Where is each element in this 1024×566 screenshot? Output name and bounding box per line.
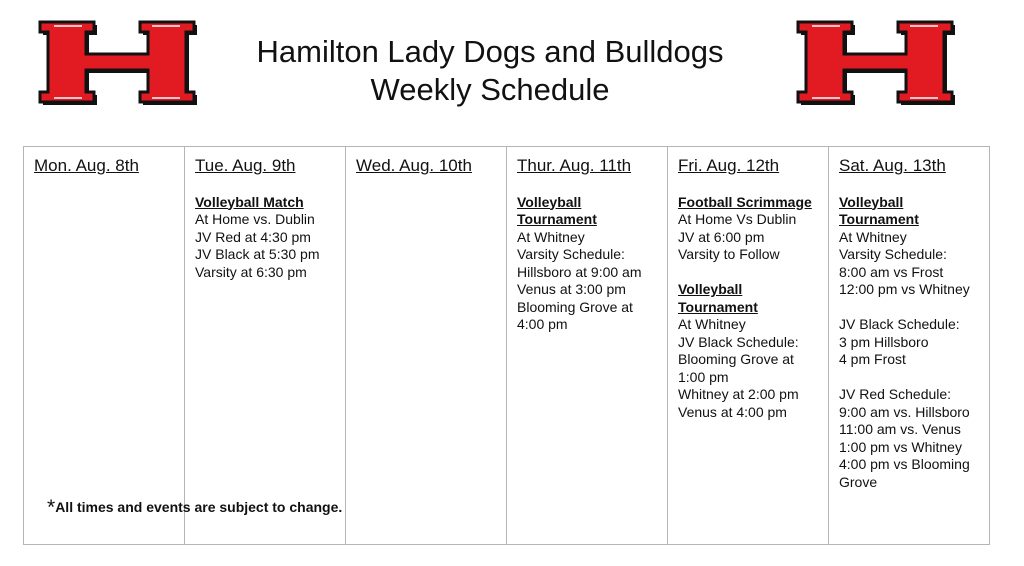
event-detail-line: JV Black Schedule: (839, 316, 960, 332)
event-detail-line: Whitney at 2:00 pm (678, 386, 799, 402)
day-column (24, 147, 185, 544)
day-column (507, 147, 668, 544)
event-title: Volleyball Tournament (678, 281, 758, 315)
event-detail-line: Blooming Grove at 1:00 pm (678, 351, 794, 385)
schedule-event (195, 194, 335, 282)
schedule-event (839, 386, 979, 491)
event-detail-line: At Whitney (839, 228, 907, 245)
event-detail-line: 3 pm Hillsboro (839, 333, 929, 350)
event-detail-line: At Whitney (517, 228, 585, 245)
schedule-event (678, 194, 818, 264)
event-detail-line: 9:00 am vs. Hillsboro (839, 403, 970, 420)
h-logo-shape (798, 22, 955, 105)
event-detail-line: 12:00 pm vs Whitney (839, 281, 970, 297)
disclaimer-asterisk: * (47, 496, 56, 519)
event-detail-line: At Home vs. Dublin (195, 211, 315, 227)
event-detail-line: JV Black Schedule: (678, 333, 799, 350)
disclaimer-note (47, 496, 342, 520)
title-line-2: Weekly Schedule (370, 72, 610, 107)
day-column (185, 147, 346, 544)
day-column (829, 147, 989, 544)
day-heading: Tue. Aug. 9th (195, 156, 296, 175)
event-detail-line: Varsity Schedule: (839, 246, 947, 262)
event-title: Volleyball Match (195, 193, 304, 210)
event-detail-line: JV Black at 5:30 pm (195, 246, 320, 262)
h-logo-shape (40, 22, 197, 105)
day-column (346, 147, 507, 544)
event-title: Volleyball Tournament (839, 193, 919, 227)
weekly-schedule-table (23, 146, 990, 545)
schedule-event (517, 194, 657, 334)
event-detail-line: Blooming Grove at 4:00 pm (517, 298, 633, 332)
event-detail-line: Venus at 3:00 pm (517, 281, 626, 297)
day-heading: Wed. Aug. 10th (356, 156, 472, 175)
event-detail-line: 1:00 pm vs Whitney (839, 438, 962, 455)
hamilton-h-logo-right (790, 12, 960, 112)
day-heading: Thur. Aug. 11th (517, 156, 632, 175)
title-line-1: Hamilton Lady Dogs and Bulldogs (256, 34, 724, 69)
event-detail-line: Venus at 4:00 pm (678, 403, 787, 420)
event-title: Volleyball Tournament (517, 193, 597, 227)
event-detail-line: Varsity to Follow (678, 246, 780, 262)
event-title: Football Scrimmage (678, 193, 812, 210)
event-detail-line: 4 pm Frost (839, 351, 906, 367)
event-detail-line: Varsity at 6:30 pm (195, 263, 307, 280)
page-title (230, 33, 750, 109)
event-detail-line: 8:00 am vs Frost (839, 263, 944, 280)
disclaimer-text: All times and events are subject to change. (55, 499, 343, 515)
hamilton-h-logo-left (32, 12, 202, 112)
event-detail-line: Hillsboro at 9:00 am (517, 263, 642, 280)
event-detail-line: 4:00 pm vs Blooming Grove (839, 456, 970, 490)
event-detail-line: At Whitney (678, 316, 746, 332)
event-detail-line: Varsity Schedule: (517, 246, 625, 262)
event-detail-line: JV Red at 4:30 pm (195, 228, 311, 245)
day-heading: Sat. Aug. 13th (839, 156, 946, 175)
event-detail-line: JV at 6:00 pm (678, 228, 765, 245)
event-detail-line: JV Red Schedule: (839, 386, 952, 402)
event-detail-line: 11:00 am vs. Venus (839, 421, 961, 437)
day-heading: Fri. Aug. 12th (678, 156, 780, 175)
day-column (668, 147, 829, 544)
schedule-event (839, 194, 979, 299)
schedule-event (678, 281, 818, 421)
event-detail-line: At Home Vs Dublin (678, 211, 797, 227)
schedule-event (839, 316, 979, 369)
day-heading: Mon. Aug. 8th (34, 156, 139, 175)
